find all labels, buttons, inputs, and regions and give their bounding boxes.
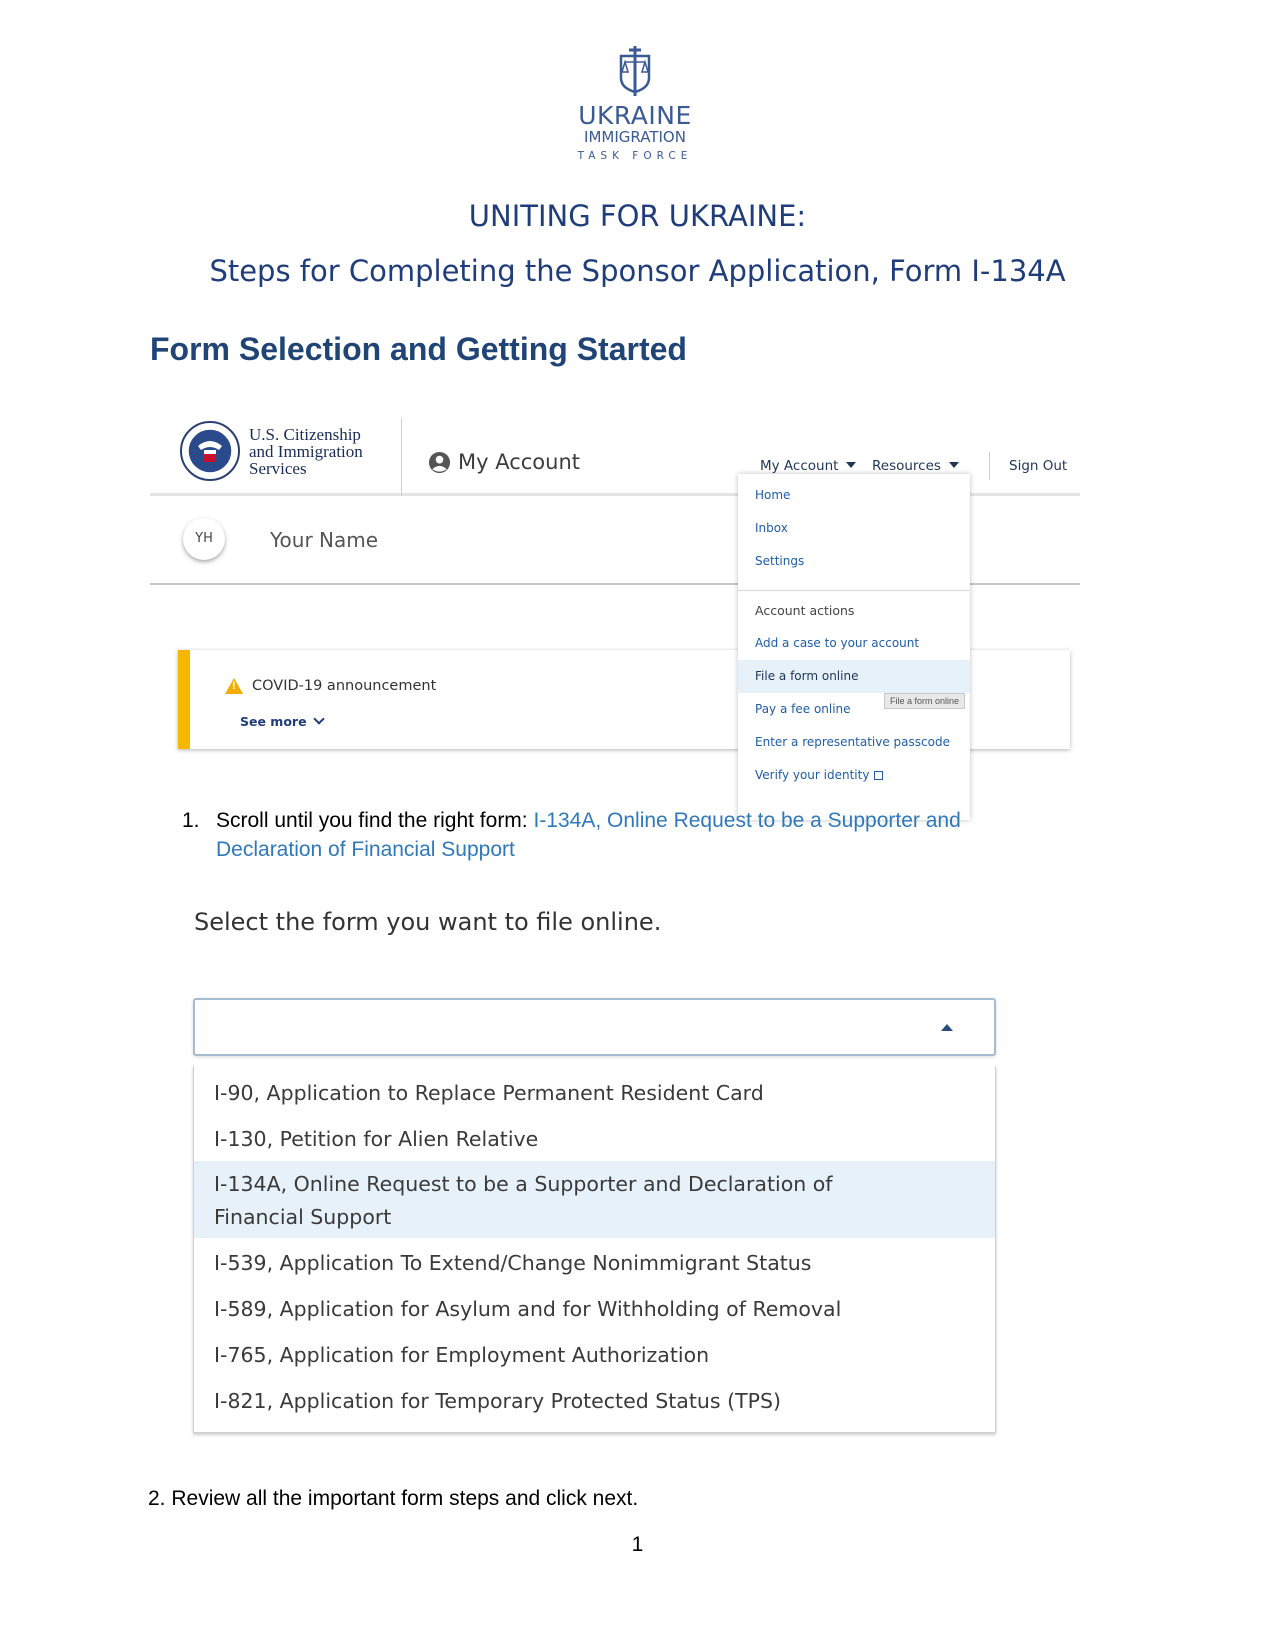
menu-item-file-form-online[interactable]: File a form online xyxy=(738,660,970,693)
menu-item-pay-fee[interactable]: Pay a fee online xyxy=(755,702,851,716)
announcement-title xyxy=(225,678,436,694)
menu-item-representative-passcode[interactable]: Enter a representative passcode xyxy=(755,735,950,749)
ukraine-immigration-task-force-logo xyxy=(560,44,710,164)
see-more-button[interactable] xyxy=(240,714,323,729)
document-subtitle: Steps for Completing the Sponsor Application, Form I-134A xyxy=(209,254,1066,288)
dhs-seal-icon xyxy=(179,420,241,482)
step-1-instruction: Scroll until you find the right form: xyxy=(216,809,534,832)
menu-item-verify-identity[interactable] xyxy=(738,759,970,792)
agency-line-1: U.S. Citizenship xyxy=(249,425,361,444)
logo-line-1: UKRAINE xyxy=(578,101,692,130)
caret-down-icon xyxy=(846,462,856,468)
sword-scales-icon xyxy=(615,44,655,98)
chevron-down-icon xyxy=(313,713,324,724)
warning-icon xyxy=(225,678,243,694)
logo-line-2: IMMIGRATION xyxy=(584,128,686,146)
agency-line-2: and Immigration xyxy=(249,442,363,461)
logo-line-3: TASK FORCE xyxy=(577,150,693,162)
caret-down-icon xyxy=(949,462,959,468)
form-option[interactable]: I-90, Application to Replace Permanent Resident Card xyxy=(214,1081,764,1105)
form-select-dropdown[interactable] xyxy=(193,998,996,1056)
external-link-icon xyxy=(874,771,883,780)
tooltip: File a form online xyxy=(884,693,965,709)
nav-resources-label: Resources xyxy=(872,458,941,474)
menu-item-inbox[interactable]: Inbox xyxy=(755,521,788,535)
page-number: 1 xyxy=(631,1533,644,1556)
document-title: UNITING FOR UKRAINE: xyxy=(468,199,807,233)
user-name: Your Name xyxy=(270,528,379,552)
form-option-i134a-highlighted[interactable]: I-134A, Online Request to be a Supporter and Declaration of Financial Support xyxy=(194,1161,995,1238)
nav-my-account[interactable] xyxy=(760,458,856,474)
see-more-label: See more xyxy=(240,714,307,729)
page-title-text: My Account xyxy=(458,450,581,474)
caret-up-icon xyxy=(941,1024,953,1031)
step-1-number: 1. xyxy=(182,809,200,832)
agency-line-3: Services xyxy=(249,459,307,478)
form-option[interactable]: I-589, Application for Asylum and for Withholding of Removal xyxy=(214,1297,842,1321)
form-i134a-link[interactable]: I-134A, Online Request to be a Supporter and Declaration of Financial Support xyxy=(216,809,961,861)
form-option[interactable]: I-821, Application for Temporary Protected Status (TPS) xyxy=(214,1389,781,1413)
form-option[interactable]: I-765, Application for Employment Authorization xyxy=(214,1343,710,1367)
user-circle-icon xyxy=(428,451,451,474)
announcement-text: COVID-19 announcement xyxy=(252,678,437,694)
avatar: YH xyxy=(183,518,225,560)
nav-divider xyxy=(989,452,990,480)
form-option[interactable]: I-539, Application To Extend/Change Nonimmigrant Status xyxy=(214,1251,812,1275)
form-select-prompt: Select the form you want to file online. xyxy=(194,908,662,936)
page-title xyxy=(428,450,580,474)
my-account-dropdown-menu xyxy=(738,474,970,820)
form-option[interactable]: I-130, Petition for Alien Relative xyxy=(214,1127,539,1151)
section-heading: Form Selection and Getting Started xyxy=(150,331,687,367)
menu-section-label: Account actions xyxy=(755,603,855,618)
nav-resources[interactable] xyxy=(872,458,959,474)
form-options-list xyxy=(193,1066,996,1433)
verify-identity-label: Verify your identity xyxy=(755,768,870,782)
agency-name xyxy=(249,426,363,477)
header-divider xyxy=(401,418,402,496)
menu-item-add-case[interactable]: Add a case to your account xyxy=(755,636,920,650)
menu-item-home[interactable]: Home xyxy=(755,488,791,502)
nav-my-account-label: My Account xyxy=(760,458,839,474)
menu-divider xyxy=(738,590,970,591)
step-1-text xyxy=(216,806,1056,864)
uscis-account-screenshot xyxy=(150,410,1080,818)
sign-out-link[interactable]: Sign Out xyxy=(1009,458,1068,474)
menu-item-settings[interactable]: Settings xyxy=(755,554,805,568)
step-2: 2. Review all the important form steps and click next. xyxy=(148,1487,639,1510)
